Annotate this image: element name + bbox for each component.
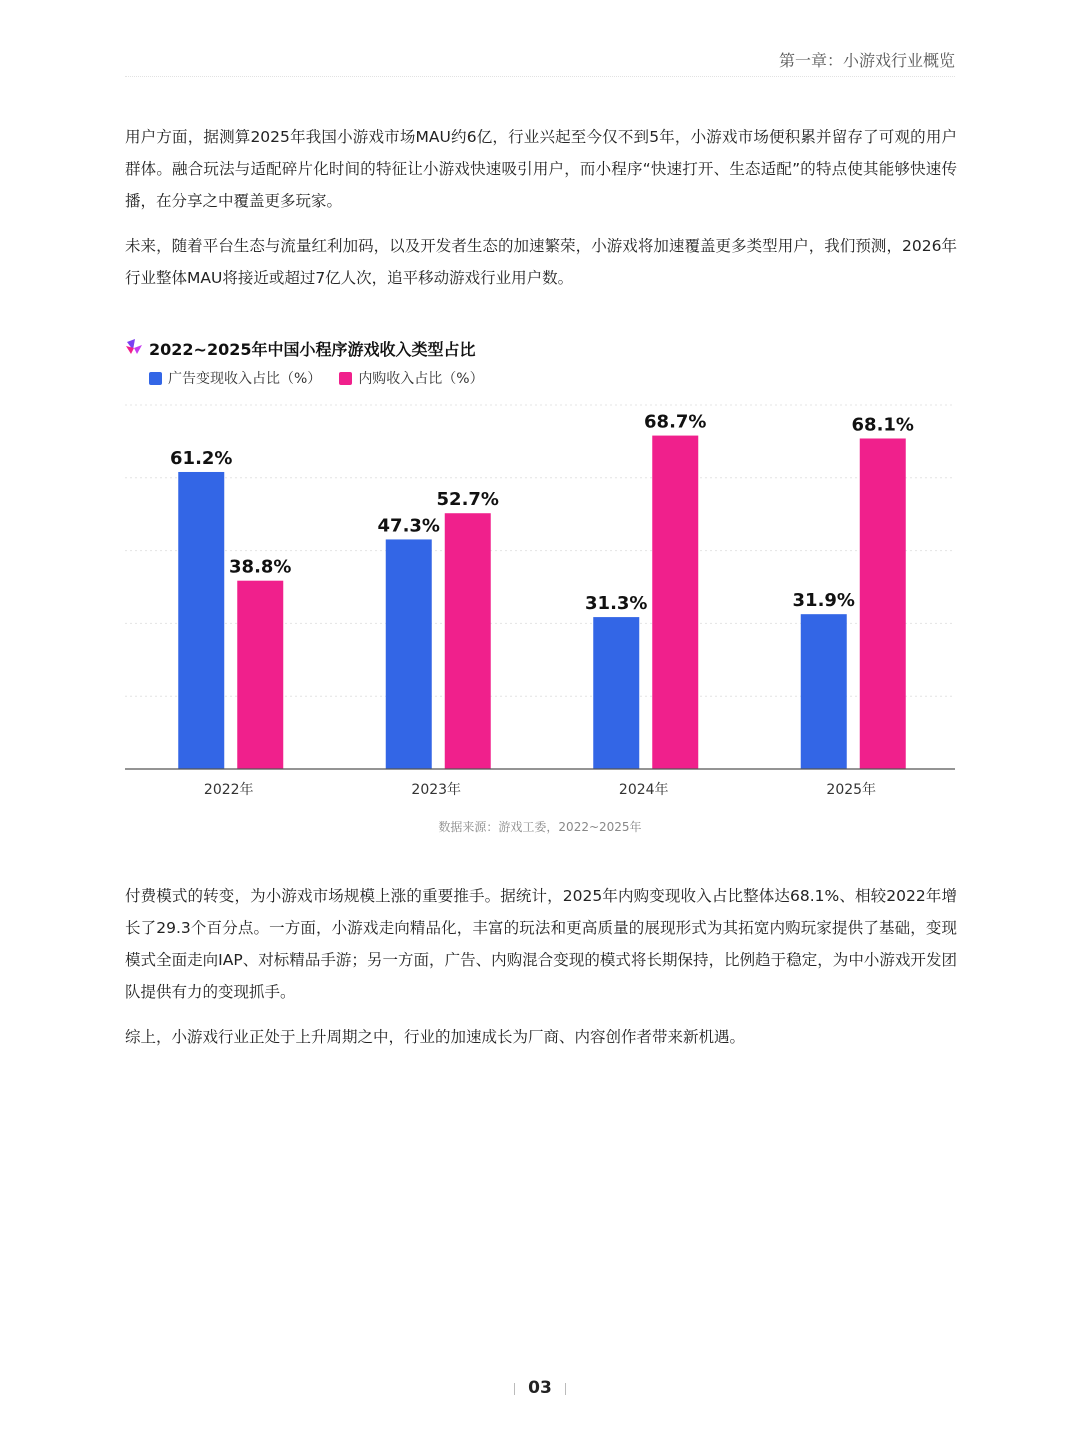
page-number-right-tick (565, 1383, 566, 1395)
data-source-note: 数据来源：游戏工委，2022~2025年 (438, 820, 642, 834)
data-label: 52.7% (436, 489, 499, 511)
chart-title: 2022~2025年中国小程序游戏收入类型占比 (149, 340, 476, 359)
x-tick-label: 2022年 (203, 782, 254, 798)
legend-label-ad: 广告变现收入占比（%） (168, 371, 322, 387)
bar-ad-2024 (593, 617, 639, 769)
bar-ad-2025 (801, 614, 847, 769)
data-label: 68.1% (851, 414, 914, 436)
data-label: 68.7% (644, 411, 707, 433)
data-label: 31.9% (792, 590, 855, 612)
data-label: 31.3% (585, 593, 648, 615)
bar-ad-2022 (178, 472, 224, 769)
bar-iap-2022 (237, 581, 283, 769)
paragraph-conclusion: 综上，小游戏行业正处于上升周期之中，行业的加速成长为厂商、内容创作者带来新机遇。 (125, 1028, 746, 1046)
bar-iap-2025 (860, 438, 906, 769)
data-label: 47.3% (377, 515, 440, 537)
paragraph-payment-shift: 付费模式的转变，为小游戏市场规模上涨的重要推手。据统计，2025年内购变现收入占比整体达68.1%、相较2022年增长了29.3个百分点。一方面，小游戏走向精品化，丰富的玩法和更高质量的展现形式为其拓宽内购玩家提供了基础，变现模式全面走向IAP、对标精品手游；另一方面，广告、内购混合变现的模式将长期保持，比例趋于稳定，为中小游戏开发团队提供有力的变现抓手。 (125, 887, 957, 1001)
x-tick-label: 2023年 (411, 782, 462, 798)
page-number: 03 (528, 1378, 552, 1398)
data-label: 38.8% (229, 556, 292, 578)
bar-ad-2023 (386, 539, 432, 769)
bar-iap-2023 (445, 513, 491, 769)
x-tick-label: 2024年 (618, 782, 669, 798)
bar-iap-2024 (652, 436, 698, 769)
chapter-header: 第一章：小游戏行业概览 (778, 51, 955, 70)
x-tick-label: 2025年 (826, 782, 877, 798)
data-label: 61.2% (170, 447, 233, 469)
paragraph-users: 用户方面，据测算2025年我国小游戏市场MAU约6亿，行业兴起至今仅不到5年，小游戏市场便积累并留存了可观的用户群体。融合玩法与适配碎片化时间的特征让小游戏快速吸引用户，而小程序“快速打开、生态适配”的特点使其能够快速传播，在分享之中覆盖更多玩家。 (125, 128, 957, 210)
legend-label-iap: 内购收入占比（%） (358, 371, 484, 387)
paragraph-forecast: 未来，随着平台生态与流量红利加码，以及开发者生态的加速繁荣，小游戏将加速覆盖更多类型用户，我们预测，2026年行业整体MAU将接近或超过7亿人次，追平移动游戏行业用户数。 (125, 237, 957, 287)
